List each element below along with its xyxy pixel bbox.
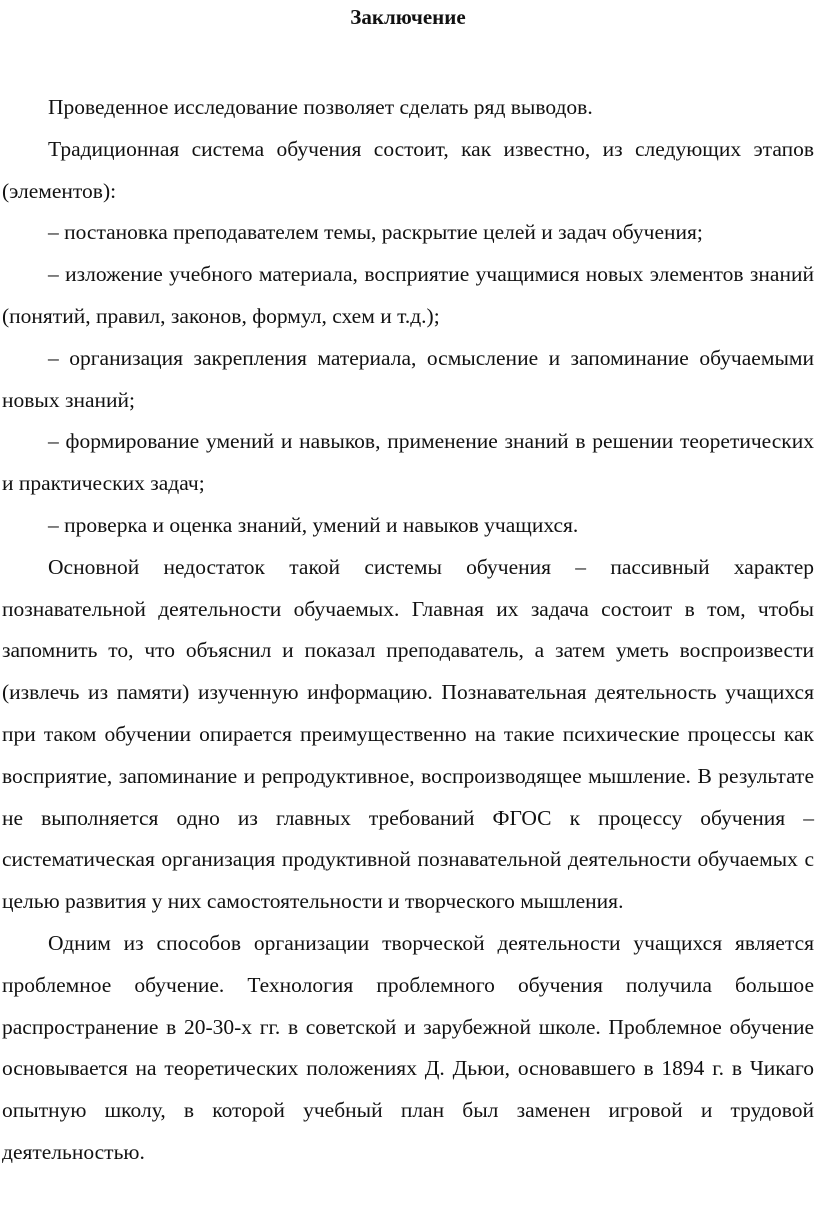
list-item-skills: – формирование умений и навыков, применение знаний в решении теоретических и практических задач; <box>2 429 814 496</box>
document-body <box>2 87 814 1174</box>
paragraph-drawback: Основной недостаток такой системы обучения – пассивный характер познавательной деятельности обучаемых. Главная их задача состоит в том, чтобы запомнить то, что объяснил и показал преподаватель, а затем уметь воспроизвести (извлечь из памяти) изученную информацию. Познавательная деятельность учащихся при таком обучении опирается преимущественно на такие психические процессы как восприятие, запоминание и репродуктивное, воспроизводящее мышление. В результате не выполняется одно из главных требований ФГОС к процессу обучения – систематическая организация продуктивной познавательной деятельности обучаемых с целью развития у них самостоятельности и творческого мышления. <box>2 554 814 914</box>
paragraph-system: Традиционная система обучения состоит, как известно, из следующих этапов (элементов): <box>2 136 814 203</box>
list-item-consolidation: – организация закрепления материала, осмысление и запоминание обучаемыми новых знаний; <box>2 345 814 412</box>
list-item-assessment: – проверка и оценка знаний, умений и навыков учащихся. <box>48 512 579 537</box>
list-item-presentation: – изложение учебного материала, восприятие учащимися новых элементов знаний (понятий, правил, законов, формул, схем и т.д.); <box>2 262 814 328</box>
paragraph-intro: Проведенное исследование позволяет сделать ряд выводов. <box>48 95 593 119</box>
list-item-topic: – постановка преподавателем темы, раскрытие целей и задач обучения; <box>48 220 703 245</box>
page-title: Заключение <box>350 5 466 29</box>
paragraph-problem-learning: Одним из способов организации творческой деятельности учащихся является проблемное обучение. Технология проблемного обучения получила большое распространение в 20-30-х гг. в советской и зарубежной школе. Проблемное обучение основывается на теоретических положениях Д. Дьюи, основавшего в 1894 г. в Чикаго опытную школу, в которой учебный план был заменен игровой и трудовой деятельностью. <box>2 930 814 1164</box>
